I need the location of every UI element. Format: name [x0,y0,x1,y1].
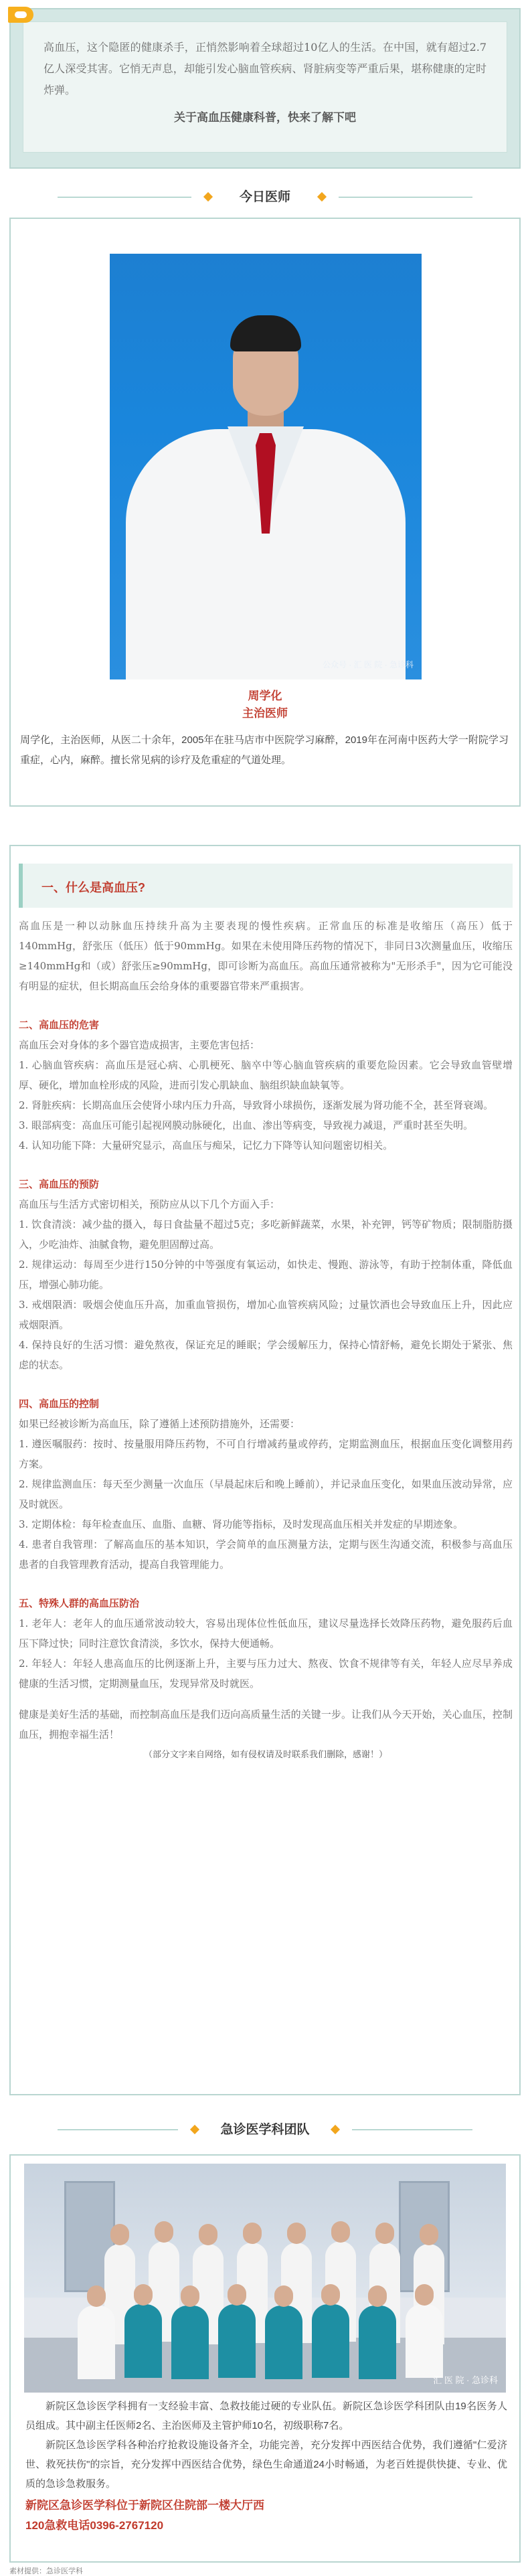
diamond-icon [190,2125,199,2134]
doctor-photo [110,254,422,679]
paragraph-control-intro: 如果已经被诊断为高血压，除了遵循上述预防措施外，还需要： [19,1418,300,1430]
article-heading-box [19,864,513,908]
corner-tag-icon [8,7,33,23]
paragraph-prevention-intro: 高血压与生活方式密切相关，预防应从以下几个方面入手： [19,1198,280,1210]
team-description [25,2397,507,2494]
heading-harms: 二、高血压的危害 [19,1019,100,1031]
list-item: 3. 戒烟限酒：吸烟会使血压升高，加重血管损伤，增加心血管疾病风险；过量饮酒也会导致血压上升，因此应戒烟限酒。 [19,1299,513,1331]
list-item: 1. 老年人：老年人的血压通常波动较大，容易出现体位性低血压，建议尽量选择长效降压药物，避免服药后血压下降过快；同时注意饮食清淡，多饮水，保持大便通畅。 [19,1617,513,1649]
divider-line [352,2129,472,2130]
paragraph-definition: 高血压是一种以动脉血压持续升高为主要表现的慢性疾病。正常血压的标准是收缩压（高压）低于140mmHg，舒张压（低压）低于90mmHg。如果在未使用降压药物的情况下，非同日3次测量血压，收缩压≥140mmHg和（或）舒张压≥90mmHg，即可诊断为高血压。高血压通常被称为"无形杀手"，因为它可能没有明显的症状，但长期高血压会给身体的重要器官带来严重损害。 [19,920,513,992]
team-address: 新院区急诊医学科位于新院区住院部一楼大厅西 [25,2499,264,2512]
diamond-icon [331,2125,340,2134]
heading-prevention: 三、高血压的预防 [19,1178,100,1190]
doctor-card [9,218,521,807]
diamond-icon [203,192,213,202]
doctor-title: 主治医师 [242,707,288,720]
list-item: 2. 规律运动：每周至少进行150分钟的中等强度有氧运动，如快走、慢跑、游泳等，有助于控制体重，降低血压，增强心肺功能。 [19,1259,513,1291]
intro-panel [9,8,521,169]
copyright-note: （部分文字来自网络，如有侵权请及时联系我们删除，感谢！） [143,1749,387,1759]
heading-control: 四、高血压的控制 [19,1398,100,1410]
paragraph-harms-intro: 高血压会对身体的多个器官造成损害，主要危害包括： [19,1039,260,1051]
list-item: 4. 患者自我管理：了解高血压的基本知识，学会简单的血压测量方法，定期与医生沟通交流，积极参与高血压患者的自我管理教育活动，提高自我管理能力。 [19,1538,513,1571]
team-card [9,2154,521,2563]
section-title: 今日医师 [239,190,290,204]
team-contact [25,2496,507,2536]
photo-watermark: 汇 医 院 · 急诊科 [433,2375,498,2385]
paragraph-closing: 健康是美好生活的基础，而控制高血压是我们迈向高质量生活的关键一步。让我们从今天开始，关心血压，控制血压，拥抱幸福生活！ [19,1708,513,1741]
source-credit: 素材提供：急诊医学科 [9,2567,83,2575]
team-photo [24,2164,506,2393]
heading-special-groups: 五、特殊人群的高血压防治 [19,1597,140,1609]
list-item: 2. 规律监测血压：每天至少测量一次血压（早晨起床后和晚上睡前），并记录血压变化，如果血压波动异常，应及时就医。 [19,1478,513,1510]
list-item: 4. 保持良好的生活习惯：避免熬夜，保证充足的睡眠；学会缓解压力，保持心情舒畅，避免长期处于紧张、焦虑的状态。 [19,1339,513,1371]
list-item: 4. 认知功能下降：大量研究显示，高血压与痴呆，记忆力下降等认知问题密切相关。 [19,1139,393,1151]
article-body [19,916,513,1765]
section-header-team [0,2110,530,2150]
team-paragraph: 新院区急诊医学科拥有一支经验丰富、急救技能过硬的专业队伍。新院区急诊医学科团队由19名医务人员组成。其中副主任医师2名、主治医师及主管护师10名，初级职称7名。 [25,2401,507,2431]
intro-box [23,21,507,153]
divider-line [58,2129,178,2130]
intro-text: 高血压，这个隐匿的健康杀手，正悄然影响着全球超过10亿人的生活。在中国，就有超过2.7亿人深受其害。它悄无声息，却能引发心脑血管疾病、肾脏病变等严重后果，堪称健康的定时炸弹。 [43,41,487,96]
article-heading: 一、什么是高血压? [41,881,145,894]
team-paragraph: 新院区急诊医学科各种治疗抢救设施设备齐全，功能完善，充分发挥中西医结合优势，我们遵循"仁爱济世、救死扶伤"的宗旨，充分发挥中西医结合优势，绿色生命通道24小时畅通，为老百姓提供快捷、专业、优质的急诊急救服务。 [25,2439,507,2490]
section-title: 急诊医学科团队 [220,2123,310,2137]
list-item: 1. 饮食清淡：减少盐的摄入，每日食盐量不超过5克；多吃新鲜蔬菜，水果，补充钾，钙等矿物质；限制脂肪摄入，少吃油炸、油腻食物，避免胆固醇过高。 [19,1218,513,1251]
emergency-phone: 120急救电话0396-2767120 [25,2519,164,2532]
doctor-description: 周学化，主治医师，从医二十余年，2005年在驻马店市中医院学习麻醉，2019年在河南中医药大学一附院学习重症，心内，麻醉。擅长常见病的诊疗及危重症的气道处理。 [20,734,509,766]
article-card [9,845,521,2095]
doctor-name: 周学化 [248,690,282,702]
list-item: 3. 定期体检：每年检查血压、血脂、血糖、肾功能等指标，及时发现高血压相关并发症的早期迹象。 [19,1518,464,1530]
list-item: 3. 眼部病变：高血压可能引起视网膜动脉硬化，出血、渗出等病变，导致视力减退，严重时甚至失明。 [19,1119,474,1131]
diamond-icon [317,192,327,202]
intro-cta: 关于高血压健康科普，快来了解下吧 [174,111,356,125]
photo-watermark: 公众号 · 汇 医 院 · 急诊科 [323,660,414,669]
list-item: 2. 肾脏疾病：长期高血压会使肾小球内压力升高，导致肾小球损伤，逐渐发展为肾功能不全，甚至肾衰竭。 [19,1099,494,1111]
list-item: 2. 年轻人：年轻人患高血压的比例逐渐上升，主要与压力过大、熬夜、饮食不规律等有关，年轻人应尽早养成健康的生活习惯，定期测量血压，发现异常及时就医。 [19,1658,513,1690]
list-item: 1. 心脑血管疾病：高血压是冠心病、心肌梗死、脑卒中等心脑血管疾病的重要危险因素。它会导致血管壁增厚、硬化，增加血栓形成的风险，进而引发心肌缺血、脑组织缺血缺氧等。 [19,1059,513,1091]
list-item: 1. 遵医嘱服药：按时、按量服用降压药物，不可自行增减药量或停药，定期监测血压，根据血压变化调整用药方案。 [19,1438,513,1470]
section-header-today-doctor [0,177,530,218]
